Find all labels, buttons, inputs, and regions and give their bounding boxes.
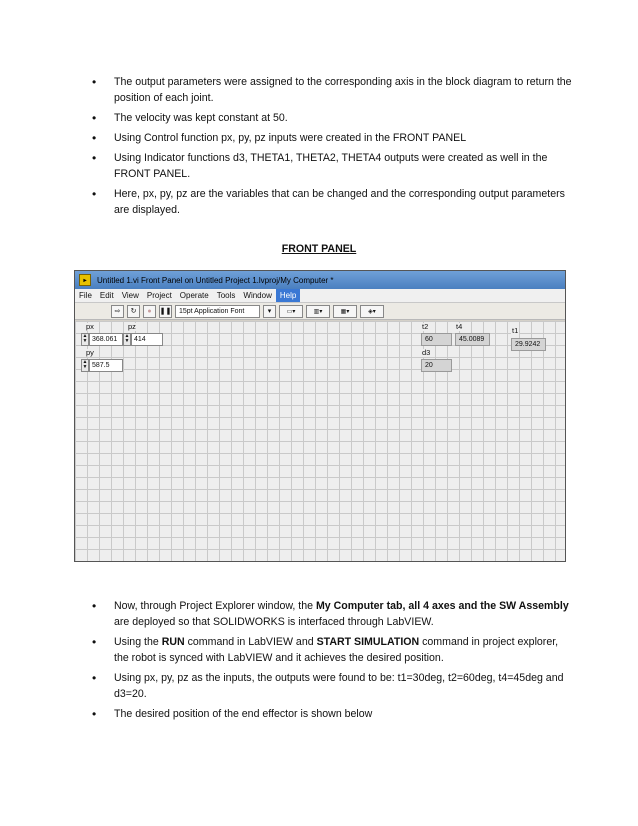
menu-bar bbox=[75, 289, 565, 303]
window-title: Untitled 1.vi Front Panel on Untitled Project 1.lvproj/My Computer * bbox=[97, 275, 334, 285]
bullet-list-bottom bbox=[92, 598, 572, 726]
list-item: • The output parameters were assigned to the corresponding axis in the block diagram to return the position of each joint. bbox=[92, 74, 572, 106]
py-label: py bbox=[86, 348, 94, 357]
pause-icon[interactable]: ❚❚ bbox=[159, 305, 172, 318]
run-arrow-icon[interactable]: ⇨ bbox=[111, 305, 124, 318]
labview-window bbox=[74, 270, 566, 562]
list-item bbox=[92, 598, 572, 630]
t4-indicator: 45.0089 bbox=[455, 333, 490, 346]
menu-operate[interactable]: Operate bbox=[179, 291, 209, 300]
menu-window[interactable]: Window bbox=[243, 291, 272, 300]
list-item: • Using Indicator functions d3, THETA1, THETA2, THETA4 outputs were created as well in the FRONT PANEL. bbox=[92, 150, 572, 182]
menu-view[interactable]: View bbox=[121, 291, 139, 300]
px-input[interactable]: 368.061 bbox=[89, 333, 123, 346]
list-item: • Using px, py, pz as the inputs, the outputs were found to be: t1=30deg, t2=60deg, t4=45deg and d3=20. bbox=[92, 670, 572, 702]
font-select[interactable]: 15pt Application Font bbox=[175, 305, 260, 318]
front-panel-grid bbox=[75, 321, 565, 561]
t1-label: t1 bbox=[512, 326, 519, 335]
menu-edit[interactable]: Edit bbox=[99, 291, 114, 300]
bold-text: RUN bbox=[161, 636, 185, 648]
abort-icon[interactable]: ● bbox=[143, 305, 156, 318]
t1-indicator: 29.9242 bbox=[511, 338, 546, 351]
align-objects-icon[interactable]: ▭▾ bbox=[279, 305, 303, 318]
pz-spinner-icon[interactable]: ▲ ▼ bbox=[124, 333, 130, 344]
window-titlebar bbox=[75, 271, 565, 289]
list-item: • The desired position of the end effector is shown below bbox=[92, 706, 572, 722]
list-item: • Using Control function px, py, pz inputs were created in the FRONT PANEL bbox=[92, 130, 572, 146]
text-span: Now, through Project Explorer window, the bbox=[114, 600, 316, 612]
bold-text: START SIMULATION bbox=[316, 636, 420, 648]
list-item bbox=[92, 634, 572, 666]
d3-indicator: 20 bbox=[421, 359, 452, 372]
bullet-list-top bbox=[92, 74, 572, 222]
t4-label: t4 bbox=[456, 322, 463, 331]
menu-file[interactable]: File bbox=[79, 291, 92, 300]
reorder-icon[interactable]: ◈▾ bbox=[360, 305, 384, 318]
list-item: • Here, px, py, pz are the variables that can be changed and the corresponding output parameters are displayed. bbox=[92, 186, 572, 218]
text-span: command in LabVIEW and bbox=[184, 636, 317, 648]
text-span: command in project explorer, the robot is synced with LabVIEW and it achieves the desired position. bbox=[114, 636, 559, 664]
menu-help[interactable]: Help bbox=[276, 289, 300, 302]
list-item: • The velocity was kept constant at 50. bbox=[92, 110, 572, 126]
pz-input[interactable]: 414 bbox=[131, 333, 163, 346]
menu-project[interactable]: Project bbox=[146, 291, 172, 300]
distribute-objects-icon[interactable]: ▥▾ bbox=[306, 305, 330, 318]
t2-indicator: 60 bbox=[421, 333, 452, 346]
chevron-down-icon[interactable]: ▾ bbox=[263, 305, 276, 318]
text-span: are deployed so that SOLIDWORKS is interfaced through LabVIEW. bbox=[114, 616, 434, 628]
d3-label: d3 bbox=[422, 348, 431, 357]
px-label: px bbox=[86, 322, 94, 331]
menu-tools[interactable]: Tools bbox=[216, 291, 236, 300]
resize-objects-icon[interactable]: ▦▾ bbox=[333, 305, 357, 318]
labview-app-icon: ▸ bbox=[79, 274, 91, 286]
t2-label: t2 bbox=[422, 322, 429, 331]
py-input[interactable]: 587.5 bbox=[89, 359, 123, 372]
text-span: Using the bbox=[114, 636, 162, 648]
px-spinner-icon[interactable]: ▲ ▼ bbox=[82, 333, 88, 344]
run-continuously-icon[interactable]: ↻ bbox=[127, 305, 140, 318]
toolbar bbox=[75, 303, 565, 320]
section-heading: FRONT PANEL bbox=[281, 243, 357, 255]
bold-text: My Computer tab, all 4 axes and the SW Assembly bbox=[315, 600, 569, 612]
py-spinner-icon[interactable]: ▲ ▼ bbox=[82, 359, 88, 370]
pz-label: pz bbox=[128, 322, 136, 331]
